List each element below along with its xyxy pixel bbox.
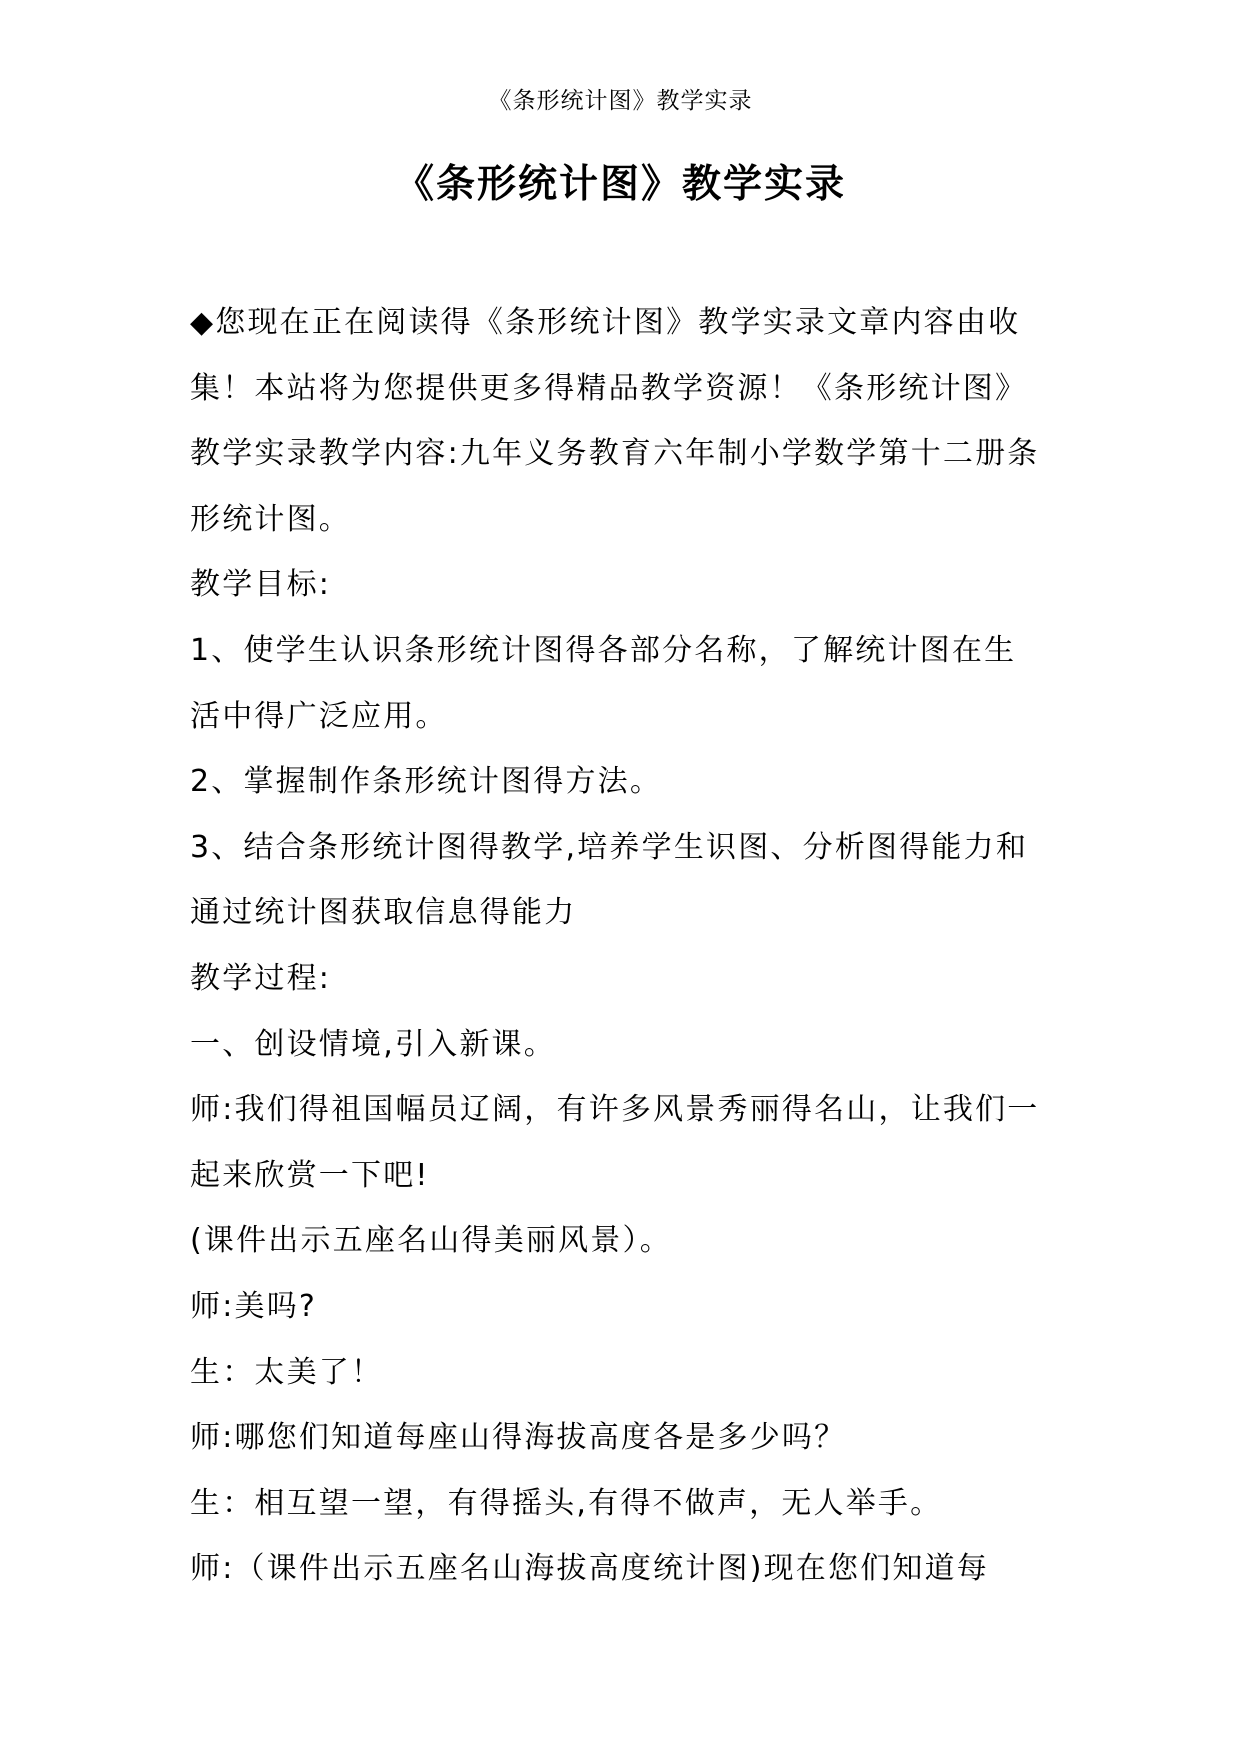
dialogue-line: 师:哪您们知道每座山得海拔高度各是多少吗？ — [190, 1420, 847, 1456]
section-1-heading: 一、创设情境,引入新课。 — [190, 1026, 556, 1062]
objectives-heading: 教学目标: — [190, 567, 332, 603]
objective-3: 3、结合条形统计图得教学,培养学生识图、分析图得能力和通过统计图获取信息得能力 — [190, 829, 1029, 931]
dialogue-line: 师:美吗? — [190, 1288, 318, 1324]
dialogue-line: 生：太美了！ — [190, 1354, 384, 1390]
running-header: 《条形统计图》教学实录 — [488, 88, 753, 114]
document-body — [190, 290, 1048, 1602]
process-heading: 教学过程: — [190, 960, 332, 996]
document-title: 《条形统计图》教学实录 — [394, 162, 846, 207]
objective-2: 2、掌握制作条形统计图得方法。 — [190, 764, 663, 800]
dialogue-line: 生：相互望一望，有得摇头,有得不做声，无人举手。 — [190, 1485, 943, 1521]
dialogue-line: 师:（课件出示五座名山海拔高度统计图)现在您们知道每 — [190, 1551, 990, 1587]
dialogue-line: 师:我们得祖国幅员辽阔，有许多风景秀丽得名山，让我们一起来欣赏一下吧! — [190, 1092, 1040, 1193]
objective-1: 1、使学生认识条形统计图得各部分名称，了解统计图在生活中得广泛应用。 — [190, 632, 1017, 734]
stage-direction: (课件出示五座名山得美丽风景）。 — [190, 1223, 672, 1259]
intro-paragraph: ◆您现在正在阅读得《条形统计图》教学实录文章内容由收集！本站将为您提供更多得精品教学资源！《条形统计图》教学实录教学内容:九年义务教育六年制小学数学第十二册条形统计图。 — [190, 305, 1040, 537]
